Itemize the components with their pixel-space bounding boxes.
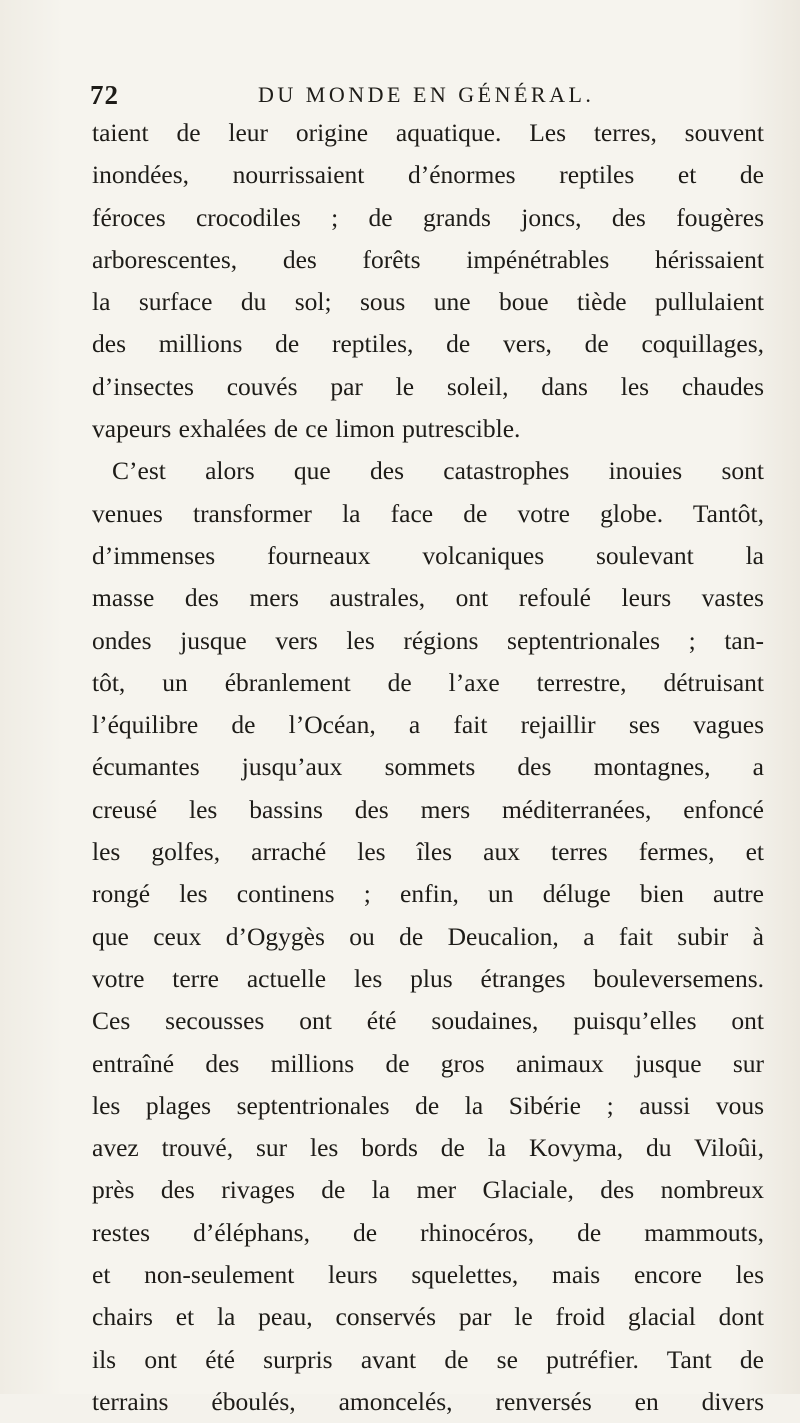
text-line: creusé les bassins des mers méditerranées, enfoncé xyxy=(92,794,764,824)
text-line: la surface du sol; sous une boue tiède pullulaient xyxy=(92,287,764,317)
text-line: C’est alors que des catastrophes inouies sont xyxy=(112,456,764,486)
text-line: votre terre actuelle les plus étranges bouleversemens. xyxy=(92,963,764,993)
text-line: féroces crocodiles ; de grands joncs, des fougères xyxy=(92,202,764,232)
text-line: arborescentes, des forêts impénétrables hérissaient xyxy=(92,244,764,274)
text-line: taient de leur origine aquatique. Les terres, souvent xyxy=(92,118,764,147)
text-line: tôt, un ébranlement de l’axe terrestre, détruisant xyxy=(92,667,764,697)
text-line: masse des mers australes, ont refoulé leurs vastes xyxy=(92,583,764,613)
page-header xyxy=(90,80,730,112)
text-line: Ces secousses ont été soudaines, puisqu’elles ont xyxy=(92,1006,764,1036)
text-line: avez trouvé, sur les bords de la Kovyma, du Viloûi, xyxy=(92,1133,764,1163)
text-line: inondées, nourrissaient d’énormes reptiles et de xyxy=(92,160,764,190)
text-line: et non-seulement leurs squelettes, mais encore les xyxy=(92,1260,764,1290)
text-line: des millions de reptiles, de vers, de coquillages, xyxy=(92,329,764,359)
text-line: écumantes jusqu’aux sommets des montagnes, a xyxy=(92,752,764,782)
text-line: terrains éboulés, amoncelés, renversés en divers xyxy=(92,1386,764,1416)
text-line: restes d’éléphans, de rhinocéros, de mammouts, xyxy=(92,1217,764,1247)
text-line: entraîné des millions de gros animaux jusque sur xyxy=(92,1048,764,1078)
text-line: chairs et la peau, conservés par le froid glacial dont xyxy=(92,1302,764,1332)
text-line: ils ont été surpris avant de se putréfier. Tant de xyxy=(92,1344,764,1374)
page-number: 72 xyxy=(90,80,119,110)
text-line: les golfes, arraché les îles aux terres fermes, et xyxy=(92,837,764,867)
text-line: que ceux d’Ogygès ou de Deucalion, a fait subir à xyxy=(92,921,764,951)
text-line: les plages septentrionales de la Sibérie ; aussi vous xyxy=(92,1090,764,1120)
body-text xyxy=(92,112,764,1423)
text-line: près des rivages de la mer Glaciale, des nombreux xyxy=(92,1175,764,1205)
text-line: l’équilibre de l’Océan, a fait rejaillir ses vagues xyxy=(92,710,764,740)
text-line: vapeurs exhalées de ce limon putrescible. xyxy=(92,414,521,444)
text-line: venues transformer la face de votre globe. Tantôt, xyxy=(92,498,764,528)
text-line: rongé les continens ; enfin, un déluge bien autre xyxy=(92,879,764,909)
text-line: d’insectes couvés par le soleil, dans les chaudes xyxy=(92,371,764,401)
running-title: DU MONDE EN GÉNÉRAL. xyxy=(258,82,595,107)
text-line: d’immenses fourneaux volcaniques soulevant la xyxy=(92,540,764,570)
text-line: ondes jusque vers les régions septentrionales ; tan- xyxy=(92,625,764,655)
